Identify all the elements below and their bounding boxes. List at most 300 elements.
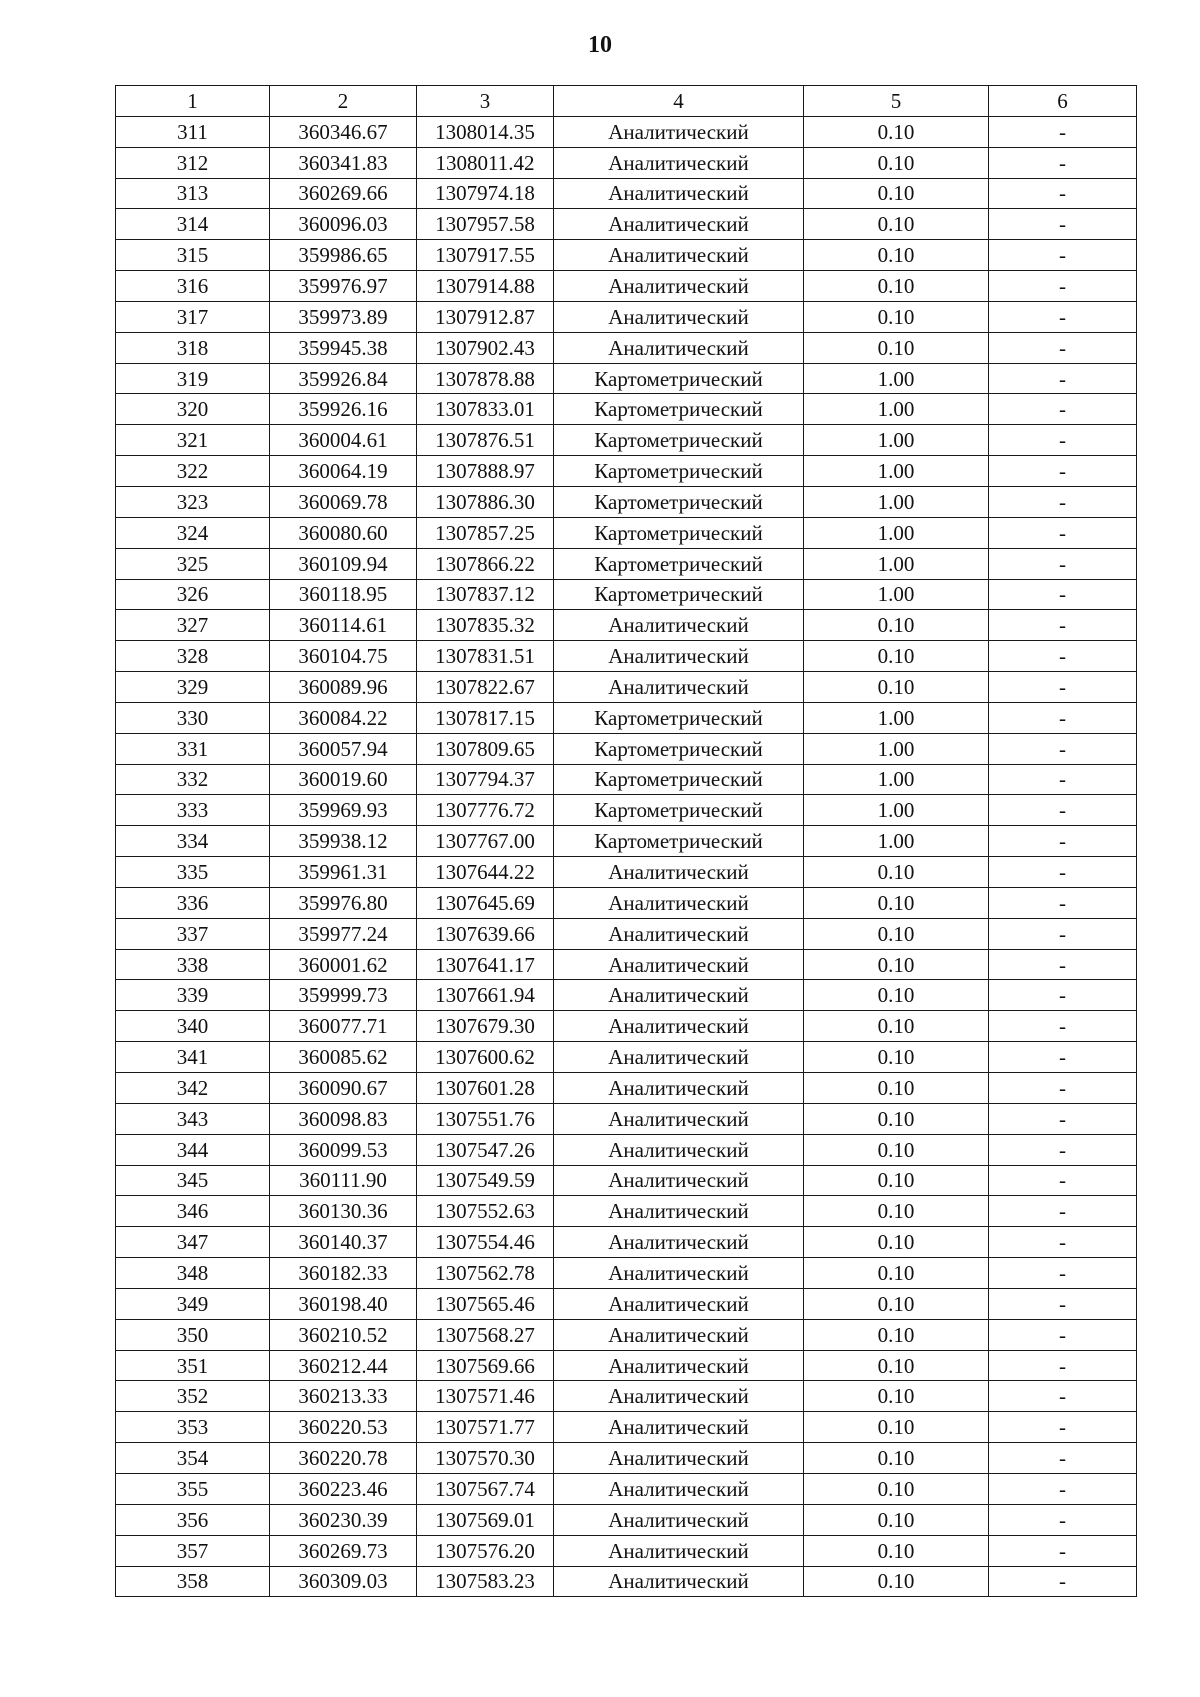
note-cell: - — [989, 1042, 1137, 1073]
note-cell: - — [989, 1535, 1137, 1566]
point-number-cell: 341 — [116, 1042, 270, 1073]
table-row — [116, 178, 1137, 209]
y-coordinate-cell: 1308011.42 — [417, 147, 554, 178]
point-number-cell: 339 — [116, 980, 270, 1011]
table-row — [116, 271, 1137, 302]
accuracy-cell: 0.10 — [804, 980, 989, 1011]
accuracy-cell: 0.10 — [804, 857, 989, 888]
table-row — [116, 1319, 1137, 1350]
column-header: 5 — [804, 86, 989, 117]
note-cell: - — [989, 517, 1137, 548]
x-coordinate-cell: 360019.60 — [270, 764, 417, 795]
note-cell: - — [989, 425, 1137, 456]
table-row — [116, 1412, 1137, 1443]
x-coordinate-cell: 360213.33 — [270, 1381, 417, 1412]
note-cell: - — [989, 949, 1137, 980]
point-number-cell: 323 — [116, 486, 270, 517]
y-coordinate-cell: 1307809.65 — [417, 733, 554, 764]
accuracy-cell: 1.00 — [804, 764, 989, 795]
note-cell: - — [989, 1319, 1137, 1350]
note-cell: - — [989, 1412, 1137, 1443]
method-cell: Аналитический — [554, 1319, 804, 1350]
accuracy-cell: 0.10 — [804, 1443, 989, 1474]
method-cell: Аналитический — [554, 949, 804, 980]
point-number-cell: 333 — [116, 795, 270, 826]
table-row — [116, 1535, 1137, 1566]
point-number-cell: 344 — [116, 1134, 270, 1165]
x-coordinate-cell: 360084.22 — [270, 702, 417, 733]
x-coordinate-cell: 359926.84 — [270, 363, 417, 394]
accuracy-cell: 0.10 — [804, 1011, 989, 1042]
table-row — [116, 147, 1137, 178]
accuracy-cell: 0.10 — [804, 116, 989, 147]
y-coordinate-cell: 1307576.20 — [417, 1535, 554, 1566]
method-cell: Аналитический — [554, 918, 804, 949]
accuracy-cell: 0.10 — [804, 1504, 989, 1535]
point-number-cell: 312 — [116, 147, 270, 178]
accuracy-cell: 0.10 — [804, 271, 989, 302]
point-number-cell: 350 — [116, 1319, 270, 1350]
x-coordinate-cell: 359976.97 — [270, 271, 417, 302]
column-header: 1 — [116, 86, 270, 117]
note-cell: - — [989, 1566, 1137, 1597]
y-coordinate-cell: 1307776.72 — [417, 795, 554, 826]
note-cell: - — [989, 363, 1137, 394]
method-cell: Картометрический — [554, 394, 804, 425]
note-cell: - — [989, 579, 1137, 610]
note-cell: - — [989, 764, 1137, 795]
y-coordinate-cell: 1307835.32 — [417, 610, 554, 641]
table-row — [116, 1258, 1137, 1289]
accuracy-cell: 0.10 — [804, 1288, 989, 1319]
table-row — [116, 394, 1137, 425]
x-coordinate-cell: 360077.71 — [270, 1011, 417, 1042]
y-coordinate-cell: 1308014.35 — [417, 116, 554, 147]
x-coordinate-cell: 360096.03 — [270, 209, 417, 240]
note-cell: - — [989, 980, 1137, 1011]
method-cell: Аналитический — [554, 1473, 804, 1504]
point-number-cell: 357 — [116, 1535, 270, 1566]
accuracy-cell: 1.00 — [804, 425, 989, 456]
y-coordinate-cell: 1307857.25 — [417, 517, 554, 548]
table-row — [116, 857, 1137, 888]
x-coordinate-cell: 360098.83 — [270, 1103, 417, 1134]
accuracy-cell: 0.10 — [804, 1319, 989, 1350]
method-cell: Картометрический — [554, 548, 804, 579]
x-coordinate-cell: 360085.62 — [270, 1042, 417, 1073]
table-row — [116, 116, 1137, 147]
x-coordinate-cell: 360130.36 — [270, 1196, 417, 1227]
accuracy-cell: 1.00 — [804, 456, 989, 487]
method-cell: Аналитический — [554, 887, 804, 918]
accuracy-cell: 1.00 — [804, 795, 989, 826]
note-cell: - — [989, 209, 1137, 240]
x-coordinate-cell: 359973.89 — [270, 301, 417, 332]
accuracy-cell: 1.00 — [804, 548, 989, 579]
point-number-cell: 325 — [116, 548, 270, 579]
note-cell: - — [989, 1227, 1137, 1258]
y-coordinate-cell: 1307568.27 — [417, 1319, 554, 1350]
table-row — [116, 1443, 1137, 1474]
table-row — [116, 456, 1137, 487]
note-cell: - — [989, 456, 1137, 487]
table-row — [116, 641, 1137, 672]
table-row — [116, 548, 1137, 579]
accuracy-cell: 0.10 — [804, 1134, 989, 1165]
point-number-cell: 342 — [116, 1073, 270, 1104]
accuracy-cell: 0.10 — [804, 610, 989, 641]
y-coordinate-cell: 1307914.88 — [417, 271, 554, 302]
method-cell: Картометрический — [554, 363, 804, 394]
note-cell: - — [989, 1350, 1137, 1381]
point-number-cell: 349 — [116, 1288, 270, 1319]
point-number-cell: 348 — [116, 1258, 270, 1289]
method-cell: Аналитический — [554, 1381, 804, 1412]
method-cell: Аналитический — [554, 641, 804, 672]
method-cell: Картометрический — [554, 579, 804, 610]
coordinates-table — [115, 85, 1137, 1597]
x-coordinate-cell: 360341.83 — [270, 147, 417, 178]
method-cell: Картометрический — [554, 826, 804, 857]
note-cell: - — [989, 1134, 1137, 1165]
point-number-cell: 318 — [116, 332, 270, 363]
point-number-cell: 321 — [116, 425, 270, 456]
method-cell: Аналитический — [554, 332, 804, 363]
table-row — [116, 980, 1137, 1011]
table-row — [116, 1288, 1137, 1319]
y-coordinate-cell: 1307644.22 — [417, 857, 554, 888]
note-cell: - — [989, 918, 1137, 949]
method-cell: Аналитический — [554, 1196, 804, 1227]
method-cell: Аналитический — [554, 1073, 804, 1104]
method-cell: Аналитический — [554, 1042, 804, 1073]
y-coordinate-cell: 1307570.30 — [417, 1443, 554, 1474]
table-row — [116, 887, 1137, 918]
header-row — [116, 86, 1137, 117]
method-cell: Аналитический — [554, 1504, 804, 1535]
table-row — [116, 1103, 1137, 1134]
table-row — [116, 610, 1137, 641]
x-coordinate-cell: 360118.95 — [270, 579, 417, 610]
note-cell: - — [989, 826, 1137, 857]
y-coordinate-cell: 1307641.17 — [417, 949, 554, 980]
method-cell: Картометрический — [554, 425, 804, 456]
note-cell: - — [989, 887, 1137, 918]
page-number: 10 — [588, 32, 612, 58]
method-cell: Аналитический — [554, 178, 804, 209]
note-cell: - — [989, 1011, 1137, 1042]
column-header: 6 — [989, 86, 1137, 117]
x-coordinate-cell: 360090.67 — [270, 1073, 417, 1104]
note-cell: - — [989, 394, 1137, 425]
y-coordinate-cell: 1307957.58 — [417, 209, 554, 240]
y-coordinate-cell: 1307639.66 — [417, 918, 554, 949]
x-coordinate-cell: 360069.78 — [270, 486, 417, 517]
y-coordinate-cell: 1307583.23 — [417, 1566, 554, 1597]
x-coordinate-cell: 359976.80 — [270, 887, 417, 918]
x-coordinate-cell: 360269.66 — [270, 178, 417, 209]
x-coordinate-cell: 359938.12 — [270, 826, 417, 857]
accuracy-cell: 1.00 — [804, 826, 989, 857]
x-coordinate-cell: 360346.67 — [270, 116, 417, 147]
accuracy-cell: 1.00 — [804, 363, 989, 394]
table-row — [116, 826, 1137, 857]
point-number-cell: 322 — [116, 456, 270, 487]
method-cell: Картометрический — [554, 517, 804, 548]
y-coordinate-cell: 1307600.62 — [417, 1042, 554, 1073]
table-row — [116, 579, 1137, 610]
method-cell: Аналитический — [554, 209, 804, 240]
method-cell: Аналитический — [554, 1443, 804, 1474]
table-header — [116, 86, 1137, 117]
method-cell: Аналитический — [554, 1258, 804, 1289]
accuracy-cell: 0.10 — [804, 1165, 989, 1196]
method-cell: Аналитический — [554, 1227, 804, 1258]
accuracy-cell: 0.10 — [804, 918, 989, 949]
y-coordinate-cell: 1307888.97 — [417, 456, 554, 487]
table-body — [116, 116, 1137, 1597]
table-row — [116, 1196, 1137, 1227]
y-coordinate-cell: 1307767.00 — [417, 826, 554, 857]
note-cell: - — [989, 1381, 1137, 1412]
note-cell: - — [989, 610, 1137, 641]
accuracy-cell: 0.10 — [804, 641, 989, 672]
method-cell: Аналитический — [554, 1134, 804, 1165]
x-coordinate-cell: 360269.73 — [270, 1535, 417, 1566]
x-coordinate-cell: 359986.65 — [270, 240, 417, 271]
point-number-cell: 329 — [116, 672, 270, 703]
y-coordinate-cell: 1307554.46 — [417, 1227, 554, 1258]
accuracy-cell: 0.10 — [804, 178, 989, 209]
note-cell: - — [989, 1443, 1137, 1474]
method-cell: Аналитический — [554, 147, 804, 178]
x-coordinate-cell: 360230.39 — [270, 1504, 417, 1535]
point-number-cell: 332 — [116, 764, 270, 795]
note-cell: - — [989, 1473, 1137, 1504]
y-coordinate-cell: 1307837.12 — [417, 579, 554, 610]
y-coordinate-cell: 1307878.88 — [417, 363, 554, 394]
point-number-cell: 354 — [116, 1443, 270, 1474]
note-cell: - — [989, 857, 1137, 888]
accuracy-cell: 0.10 — [804, 1042, 989, 1073]
x-coordinate-cell: 359926.16 — [270, 394, 417, 425]
note-cell: - — [989, 332, 1137, 363]
x-coordinate-cell: 360182.33 — [270, 1258, 417, 1289]
table-row — [116, 1011, 1137, 1042]
y-coordinate-cell: 1307645.69 — [417, 887, 554, 918]
y-coordinate-cell: 1307822.67 — [417, 672, 554, 703]
table-row — [116, 764, 1137, 795]
y-coordinate-cell: 1307567.74 — [417, 1473, 554, 1504]
y-coordinate-cell: 1307571.46 — [417, 1381, 554, 1412]
table-row — [116, 1350, 1137, 1381]
note-cell: - — [989, 1103, 1137, 1134]
note-cell: - — [989, 548, 1137, 579]
point-number-cell: 326 — [116, 579, 270, 610]
note-cell: - — [989, 271, 1137, 302]
y-coordinate-cell: 1307876.51 — [417, 425, 554, 456]
y-coordinate-cell: 1307912.87 — [417, 301, 554, 332]
column-header: 4 — [554, 86, 804, 117]
point-number-cell: 343 — [116, 1103, 270, 1134]
method-cell: Аналитический — [554, 1165, 804, 1196]
x-coordinate-cell: 360104.75 — [270, 641, 417, 672]
table-row — [116, 949, 1137, 980]
accuracy-cell: 0.10 — [804, 209, 989, 240]
accuracy-cell: 0.10 — [804, 1196, 989, 1227]
point-number-cell: 335 — [116, 857, 270, 888]
table-row — [116, 517, 1137, 548]
note-cell: - — [989, 733, 1137, 764]
method-cell: Аналитический — [554, 980, 804, 1011]
x-coordinate-cell: 360064.19 — [270, 456, 417, 487]
accuracy-cell: 0.10 — [804, 1566, 989, 1597]
method-cell: Аналитический — [554, 1350, 804, 1381]
point-number-cell: 313 — [116, 178, 270, 209]
method-cell: Аналитический — [554, 857, 804, 888]
accuracy-cell: 0.10 — [804, 1073, 989, 1104]
table-row — [116, 918, 1137, 949]
x-coordinate-cell: 359969.93 — [270, 795, 417, 826]
method-cell: Аналитический — [554, 240, 804, 271]
x-coordinate-cell: 360111.90 — [270, 1165, 417, 1196]
point-number-cell: 311 — [116, 116, 270, 147]
point-number-cell: 328 — [116, 641, 270, 672]
point-number-cell: 337 — [116, 918, 270, 949]
table-row — [116, 1073, 1137, 1104]
y-coordinate-cell: 1307886.30 — [417, 486, 554, 517]
table-row — [116, 733, 1137, 764]
x-coordinate-cell: 360080.60 — [270, 517, 417, 548]
x-coordinate-cell: 359977.24 — [270, 918, 417, 949]
note-cell: - — [989, 1258, 1137, 1289]
x-coordinate-cell: 360198.40 — [270, 1288, 417, 1319]
note-cell: - — [989, 178, 1137, 209]
point-number-cell: 356 — [116, 1504, 270, 1535]
y-coordinate-cell: 1307661.94 — [417, 980, 554, 1011]
table-row — [116, 1566, 1137, 1597]
accuracy-cell: 1.00 — [804, 579, 989, 610]
x-coordinate-cell: 360309.03 — [270, 1566, 417, 1597]
accuracy-cell: 0.10 — [804, 1350, 989, 1381]
note-cell: - — [989, 486, 1137, 517]
accuracy-cell: 0.10 — [804, 301, 989, 332]
y-coordinate-cell: 1307569.01 — [417, 1504, 554, 1535]
y-coordinate-cell: 1307562.78 — [417, 1258, 554, 1289]
note-cell: - — [989, 641, 1137, 672]
table-row — [116, 486, 1137, 517]
accuracy-cell: 1.00 — [804, 486, 989, 517]
y-coordinate-cell: 1307902.43 — [417, 332, 554, 363]
y-coordinate-cell: 1307866.22 — [417, 548, 554, 579]
y-coordinate-cell: 1307817.15 — [417, 702, 554, 733]
x-coordinate-cell: 359999.73 — [270, 980, 417, 1011]
accuracy-cell: 0.10 — [804, 1473, 989, 1504]
accuracy-cell: 1.00 — [804, 702, 989, 733]
accuracy-cell: 0.10 — [804, 240, 989, 271]
x-coordinate-cell: 360004.61 — [270, 425, 417, 456]
table-row — [116, 363, 1137, 394]
method-cell: Аналитический — [554, 1535, 804, 1566]
x-coordinate-cell: 360220.53 — [270, 1412, 417, 1443]
accuracy-cell: 1.00 — [804, 517, 989, 548]
method-cell: Картометрический — [554, 702, 804, 733]
method-cell: Аналитический — [554, 271, 804, 302]
point-number-cell: 355 — [116, 1473, 270, 1504]
table-row — [116, 1227, 1137, 1258]
note-cell: - — [989, 240, 1137, 271]
table-row — [116, 1381, 1137, 1412]
y-coordinate-cell: 1307679.30 — [417, 1011, 554, 1042]
point-number-cell: 327 — [116, 610, 270, 641]
y-coordinate-cell: 1307917.55 — [417, 240, 554, 271]
table-row — [116, 301, 1137, 332]
method-cell: Аналитический — [554, 1566, 804, 1597]
method-cell: Аналитический — [554, 116, 804, 147]
y-coordinate-cell: 1307794.37 — [417, 764, 554, 795]
point-number-cell: 330 — [116, 702, 270, 733]
accuracy-cell: 0.10 — [804, 672, 989, 703]
y-coordinate-cell: 1307552.63 — [417, 1196, 554, 1227]
method-cell: Аналитический — [554, 672, 804, 703]
accuracy-cell: 0.10 — [804, 887, 989, 918]
table-row — [116, 1473, 1137, 1504]
accuracy-cell: 0.10 — [804, 949, 989, 980]
point-number-cell: 319 — [116, 363, 270, 394]
method-cell: Аналитический — [554, 1412, 804, 1443]
accuracy-cell: 0.10 — [804, 1227, 989, 1258]
y-coordinate-cell: 1307551.76 — [417, 1103, 554, 1134]
y-coordinate-cell: 1307565.46 — [417, 1288, 554, 1319]
point-number-cell: 331 — [116, 733, 270, 764]
method-cell: Картометрический — [554, 764, 804, 795]
y-coordinate-cell: 1307547.26 — [417, 1134, 554, 1165]
x-coordinate-cell: 360140.37 — [270, 1227, 417, 1258]
x-coordinate-cell: 360109.94 — [270, 548, 417, 579]
point-number-cell: 345 — [116, 1165, 270, 1196]
point-number-cell: 338 — [116, 949, 270, 980]
point-number-cell: 352 — [116, 1381, 270, 1412]
method-cell: Картометрический — [554, 486, 804, 517]
y-coordinate-cell: 1307569.66 — [417, 1350, 554, 1381]
point-number-cell: 347 — [116, 1227, 270, 1258]
table-row — [116, 1504, 1137, 1535]
accuracy-cell: 1.00 — [804, 733, 989, 764]
x-coordinate-cell: 360212.44 — [270, 1350, 417, 1381]
accuracy-cell: 0.10 — [804, 1381, 989, 1412]
note-cell: - — [989, 795, 1137, 826]
accuracy-cell: 0.10 — [804, 1535, 989, 1566]
table-row — [116, 1134, 1137, 1165]
x-coordinate-cell: 360220.78 — [270, 1443, 417, 1474]
point-number-cell: 340 — [116, 1011, 270, 1042]
table-row — [116, 240, 1137, 271]
accuracy-cell: 0.10 — [804, 147, 989, 178]
note-cell: - — [989, 702, 1137, 733]
point-number-cell: 351 — [116, 1350, 270, 1381]
x-coordinate-cell: 359945.38 — [270, 332, 417, 363]
note-cell: - — [989, 301, 1137, 332]
method-cell: Аналитический — [554, 301, 804, 332]
accuracy-cell: 1.00 — [804, 394, 989, 425]
point-number-cell: 317 — [116, 301, 270, 332]
table-row — [116, 1165, 1137, 1196]
point-number-cell: 336 — [116, 887, 270, 918]
x-coordinate-cell: 360114.61 — [270, 610, 417, 641]
y-coordinate-cell: 1307601.28 — [417, 1073, 554, 1104]
x-coordinate-cell: 360001.62 — [270, 949, 417, 980]
accuracy-cell: 0.10 — [804, 1103, 989, 1134]
